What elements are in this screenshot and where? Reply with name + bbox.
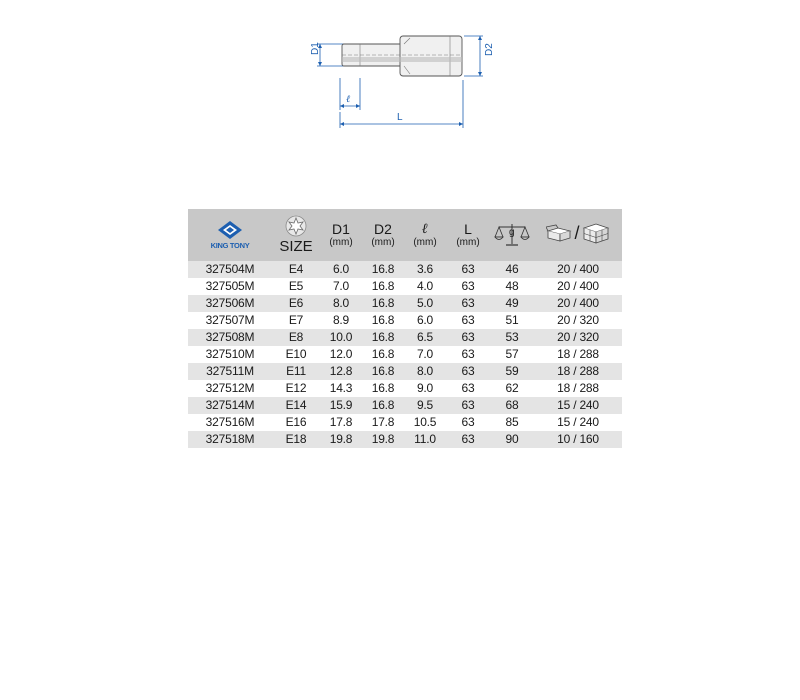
- d2-header-unit: (mm): [371, 236, 395, 248]
- cell-weight: 62: [490, 380, 534, 397]
- d1-header-label: D1: [332, 220, 350, 237]
- cell-d2: 16.8: [362, 363, 404, 380]
- socket-dimension-drawing: [300, 20, 500, 135]
- cell-size: E10: [272, 346, 320, 363]
- drawing-label-l-small: ℓ: [346, 94, 351, 105]
- cell-code: 327514M: [188, 397, 272, 414]
- cell-d2: 16.8: [362, 380, 404, 397]
- drawing-label-d2: D2: [484, 43, 495, 56]
- cell-l-big: 63: [446, 414, 490, 431]
- l-big-header-label: L: [464, 220, 472, 237]
- cell-weight: 59: [490, 363, 534, 380]
- cell-pack: 10 / 160: [534, 431, 622, 448]
- size-header: [272, 209, 320, 261]
- cell-code: 327507M: [188, 312, 272, 329]
- size-header-label: SIZE: [279, 238, 313, 255]
- l-small-header-unit: (mm): [413, 236, 437, 248]
- table-row: [188, 363, 622, 380]
- cell-d1: 8.0: [320, 295, 362, 312]
- d2-header-label: D2: [374, 220, 392, 237]
- torx-star-icon: [285, 215, 307, 237]
- cell-l-small: 4.0: [404, 278, 446, 295]
- table-row: [188, 397, 622, 414]
- weight-header: [490, 209, 534, 261]
- cell-d2: 16.8: [362, 278, 404, 295]
- cell-pack: 20 / 320: [534, 329, 622, 346]
- cell-weight: 57: [490, 346, 534, 363]
- cell-d1: 14.3: [320, 380, 362, 397]
- cell-code: 327516M: [188, 414, 272, 431]
- cell-d2: 16.8: [362, 295, 404, 312]
- cell-code: 327506M: [188, 295, 272, 312]
- cell-size: E5: [272, 278, 320, 295]
- cell-d2: 19.8: [362, 431, 404, 448]
- cell-size: E12: [272, 380, 320, 397]
- table-row: [188, 380, 622, 397]
- cell-size: E11: [272, 363, 320, 380]
- cell-l-big: 63: [446, 278, 490, 295]
- open-box-icon: [546, 223, 572, 243]
- brand-header: [188, 209, 272, 261]
- cell-d1: 12.8: [320, 363, 362, 380]
- cell-weight: 51: [490, 312, 534, 329]
- cell-l-small: 11.0: [404, 431, 446, 448]
- cell-size: E14: [272, 397, 320, 414]
- l-small-header: [404, 209, 446, 261]
- table-row: [188, 278, 622, 295]
- table-body: [188, 261, 622, 448]
- cell-l-small: 8.0: [404, 363, 446, 380]
- cell-l-small: 6.0: [404, 312, 446, 329]
- cell-size: E8: [272, 329, 320, 346]
- cell-l-small: 7.0: [404, 346, 446, 363]
- cell-l-small: 6.5: [404, 329, 446, 346]
- cell-l-big: 63: [446, 397, 490, 414]
- d1-header-unit: (mm): [329, 236, 353, 248]
- cell-code: 327511M: [188, 363, 272, 380]
- spec-table: [188, 209, 622, 448]
- cell-d2: 16.8: [362, 261, 404, 278]
- cell-size: E16: [272, 414, 320, 431]
- cell-code: 327512M: [188, 380, 272, 397]
- cell-code: 327508M: [188, 329, 272, 346]
- cell-pack: 15 / 240: [534, 414, 622, 431]
- cell-l-big: 63: [446, 431, 490, 448]
- cell-size: E18: [272, 431, 320, 448]
- cell-pack: 15 / 240: [534, 397, 622, 414]
- scale-icon: [494, 220, 530, 250]
- king-tony-logo-icon: [217, 220, 243, 240]
- cell-d1: 17.8: [320, 414, 362, 431]
- cell-weight: 53: [490, 329, 534, 346]
- drawing-label-l-big: L: [397, 112, 403, 123]
- cell-pack: 18 / 288: [534, 380, 622, 397]
- cell-l-big: 63: [446, 295, 490, 312]
- cell-pack: 20 / 400: [534, 278, 622, 295]
- table-row: [188, 295, 622, 312]
- cell-d1: 19.8: [320, 431, 362, 448]
- cell-l-big: 63: [446, 363, 490, 380]
- cell-code: 327510M: [188, 346, 272, 363]
- cell-l-small: 9.0: [404, 380, 446, 397]
- cell-code: 327505M: [188, 278, 272, 295]
- cell-d2: 16.8: [362, 312, 404, 329]
- cell-size: E6: [272, 295, 320, 312]
- d1-header: [320, 209, 362, 261]
- box-carton-icon: [582, 222, 610, 244]
- table-row: [188, 414, 622, 431]
- cell-l-small: 3.6: [404, 261, 446, 278]
- cell-d2: 17.8: [362, 414, 404, 431]
- cell-l-small: 9.5: [404, 397, 446, 414]
- l-big-header: [446, 209, 490, 261]
- cell-pack: 20 / 400: [534, 295, 622, 312]
- pack-header-separator: /: [574, 223, 580, 243]
- cell-l-big: 63: [446, 261, 490, 278]
- cell-d1: 10.0: [320, 329, 362, 346]
- cell-code: 327518M: [188, 431, 272, 448]
- cell-l-big: 63: [446, 312, 490, 329]
- l-small-header-label: ℓ: [422, 221, 428, 237]
- cell-weight: 49: [490, 295, 534, 312]
- brand-name: KING TONY: [210, 241, 250, 250]
- table-header-row: [188, 209, 622, 261]
- cell-d2: 16.8: [362, 329, 404, 346]
- cell-weight: 68: [490, 397, 534, 414]
- cell-code: 327504M: [188, 261, 272, 278]
- table-row: [188, 346, 622, 363]
- cell-l-big: 63: [446, 329, 490, 346]
- cell-weight: 46: [490, 261, 534, 278]
- cell-l-small: 5.0: [404, 295, 446, 312]
- cell-pack: 18 / 288: [534, 363, 622, 380]
- cell-d1: 6.0: [320, 261, 362, 278]
- cell-weight: 48: [490, 278, 534, 295]
- pack-header: [534, 209, 622, 261]
- table-row: [188, 431, 622, 448]
- cell-d2: 16.8: [362, 346, 404, 363]
- cell-pack: 20 / 400: [534, 261, 622, 278]
- drawing-label-d1: D1: [310, 42, 321, 55]
- cell-l-big: 63: [446, 380, 490, 397]
- cell-weight: 90: [490, 431, 534, 448]
- d2-header: [362, 209, 404, 261]
- table-row: [188, 261, 622, 278]
- cell-d1: 7.0: [320, 278, 362, 295]
- cell-l-small: 10.5: [404, 414, 446, 431]
- l-big-header-unit: (mm): [456, 236, 480, 248]
- cell-size: E7: [272, 312, 320, 329]
- table-row: [188, 329, 622, 346]
- cell-d1: 12.0: [320, 346, 362, 363]
- cell-weight: 85: [490, 414, 534, 431]
- cell-d1: 8.9: [320, 312, 362, 329]
- weight-header-symbol: g: [509, 227, 515, 238]
- cell-l-big: 63: [446, 346, 490, 363]
- cell-d1: 15.9: [320, 397, 362, 414]
- cell-size: E4: [272, 261, 320, 278]
- cell-pack: 20 / 320: [534, 312, 622, 329]
- table-row: [188, 312, 622, 329]
- cell-d2: 16.8: [362, 397, 404, 414]
- cell-pack: 18 / 288: [534, 346, 622, 363]
